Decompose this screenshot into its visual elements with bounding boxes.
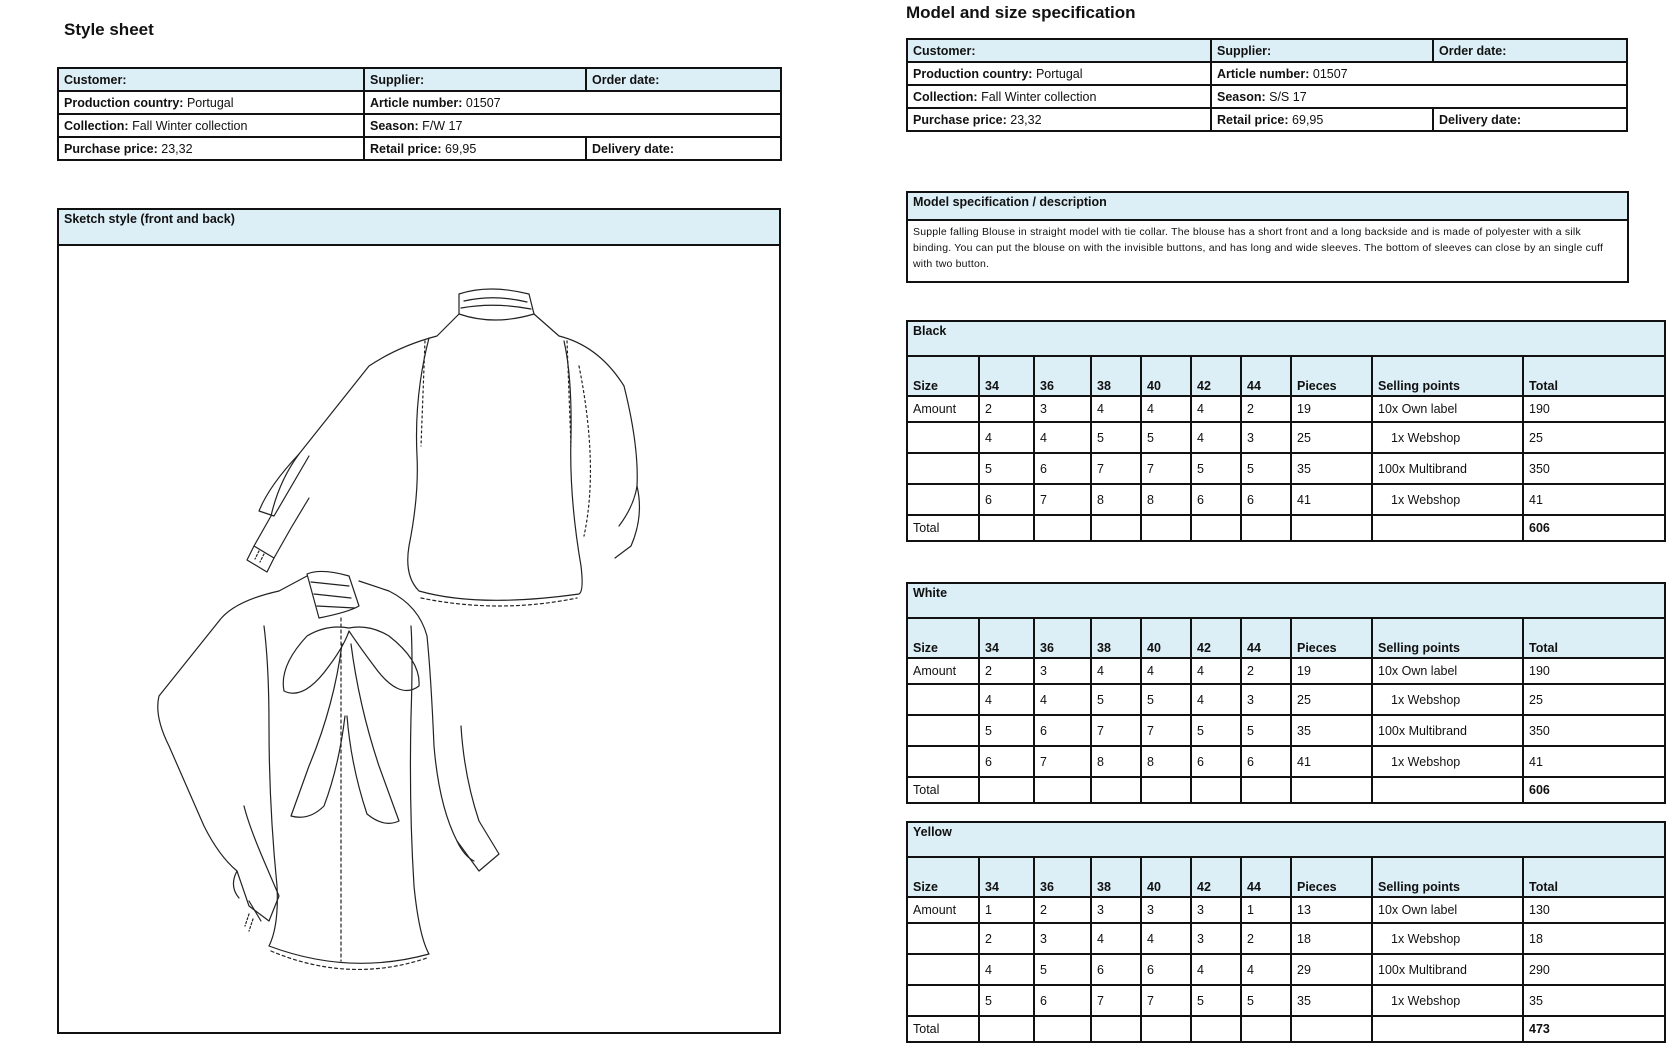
total-row bbox=[907, 777, 1665, 803]
size-value: 3 bbox=[1191, 897, 1241, 923]
pieces-value: 19 bbox=[1291, 396, 1372, 422]
size-value: 5 bbox=[1191, 985, 1241, 1016]
row-total: 41 bbox=[1523, 484, 1665, 515]
column-header: Pieces bbox=[1291, 618, 1372, 658]
empty-cell bbox=[1034, 777, 1091, 803]
row-total: 41 bbox=[1523, 746, 1665, 777]
column-header: Selling points bbox=[1372, 618, 1523, 658]
column-header: 42 bbox=[1191, 857, 1241, 897]
size-value: 5 bbox=[1241, 715, 1291, 746]
row-label bbox=[907, 684, 979, 715]
size-value: 1 bbox=[979, 897, 1034, 923]
grand-total: 473 bbox=[1523, 1016, 1665, 1042]
size-value: 8 bbox=[1141, 484, 1191, 515]
empty-cell bbox=[1241, 777, 1291, 803]
left-info-table bbox=[57, 67, 782, 161]
column-header: 36 bbox=[1034, 857, 1091, 897]
row-label: Amount bbox=[907, 396, 979, 422]
row-label: Amount bbox=[907, 897, 979, 923]
size-value: 3 bbox=[1034, 923, 1091, 954]
size-value: 8 bbox=[1141, 746, 1191, 777]
pieces-value: 25 bbox=[1291, 684, 1372, 715]
column-header: 42 bbox=[1191, 356, 1241, 396]
size-value: 8 bbox=[1091, 746, 1141, 777]
table-row bbox=[907, 658, 1665, 684]
size-value: 6 bbox=[1191, 484, 1241, 515]
size-value: 5 bbox=[1191, 715, 1241, 746]
retail-price: Retail price: 69,95 bbox=[1211, 108, 1433, 131]
column-header: Total bbox=[1523, 618, 1665, 658]
size-value: 5 bbox=[1241, 453, 1291, 484]
purchase-price: Purchase price: 23,32 bbox=[907, 108, 1211, 131]
empty-cell bbox=[1241, 515, 1291, 541]
size-value: 6 bbox=[979, 746, 1034, 777]
size-value: 3 bbox=[1141, 897, 1191, 923]
column-header: 34 bbox=[979, 857, 1034, 897]
column-header: 38 bbox=[1091, 857, 1141, 897]
size-value: 7 bbox=[1034, 484, 1091, 515]
row-total: 130 bbox=[1523, 897, 1665, 923]
size-value: 6 bbox=[979, 484, 1034, 515]
column-header: Size bbox=[907, 857, 979, 897]
size-value: 2 bbox=[1241, 923, 1291, 954]
empty-cell bbox=[1034, 515, 1091, 541]
total-row bbox=[907, 1016, 1665, 1042]
empty-cell bbox=[1034, 1016, 1091, 1042]
model-description-title: Model specification / description bbox=[908, 193, 1627, 221]
size-value: 2 bbox=[979, 396, 1034, 422]
size-value: 6 bbox=[1034, 985, 1091, 1016]
empty-cell bbox=[1091, 515, 1141, 541]
season: Season: F/W 17 bbox=[364, 114, 781, 137]
size-value: 4 bbox=[979, 422, 1034, 453]
retail-price: Retail price: 69,95 bbox=[364, 137, 586, 160]
size-value: 4 bbox=[1241, 954, 1291, 985]
supplier-label: Supplier: bbox=[364, 68, 586, 91]
size-value: 5 bbox=[979, 715, 1034, 746]
size-value: 3 bbox=[1034, 658, 1091, 684]
column-header: 34 bbox=[979, 356, 1034, 396]
grand-total: 606 bbox=[1523, 515, 1665, 541]
model-spec-title: Model and size specification bbox=[906, 3, 1136, 22]
row-total: 290 bbox=[1523, 954, 1665, 985]
pieces-value: 41 bbox=[1291, 746, 1372, 777]
size-value: 5 bbox=[979, 453, 1034, 484]
column-header: 38 bbox=[1091, 356, 1141, 396]
pieces-value: 35 bbox=[1291, 453, 1372, 484]
empty-cell bbox=[1141, 515, 1191, 541]
size-value: 4 bbox=[979, 954, 1034, 985]
row-total: 350 bbox=[1523, 453, 1665, 484]
order-date-label: Order date: bbox=[1433, 39, 1627, 62]
table-row bbox=[907, 746, 1665, 777]
column-header: Selling points bbox=[1372, 356, 1523, 396]
row-total: 18 bbox=[1523, 923, 1665, 954]
empty-cell bbox=[1241, 1016, 1291, 1042]
size-value: 5 bbox=[1091, 684, 1141, 715]
size-value: 7 bbox=[1141, 453, 1191, 484]
total-label: Total bbox=[907, 777, 979, 803]
column-header: Total bbox=[1523, 356, 1665, 396]
sketch-title: Sketch style (front and back) bbox=[59, 210, 779, 246]
size-value: 5 bbox=[1141, 684, 1191, 715]
size-value: 4 bbox=[1091, 658, 1141, 684]
row-label bbox=[907, 453, 979, 484]
size-value: 7 bbox=[1034, 746, 1091, 777]
empty-cell bbox=[1141, 777, 1191, 803]
size-table-black bbox=[906, 320, 1666, 542]
size-value: 4 bbox=[1141, 923, 1191, 954]
purchase-price: Purchase price: 23,32 bbox=[58, 137, 364, 160]
empty-cell bbox=[979, 515, 1034, 541]
size-value: 6 bbox=[1141, 954, 1191, 985]
table-row bbox=[907, 715, 1665, 746]
supplier-label: Supplier: bbox=[1211, 39, 1433, 62]
size-value: 4 bbox=[1034, 422, 1091, 453]
size-value: 2 bbox=[1241, 658, 1291, 684]
size-value: 4 bbox=[1191, 684, 1241, 715]
customer-label: Customer: bbox=[907, 39, 1211, 62]
sketch-panel bbox=[57, 208, 781, 1034]
column-header: 38 bbox=[1091, 618, 1141, 658]
pieces-value: 29 bbox=[1291, 954, 1372, 985]
model-description-panel bbox=[906, 191, 1629, 283]
size-value: 4 bbox=[1091, 396, 1141, 422]
color-name: White bbox=[907, 583, 1665, 618]
column-header: 36 bbox=[1034, 618, 1091, 658]
size-value: 6 bbox=[1034, 715, 1091, 746]
size-value: 1 bbox=[1241, 897, 1291, 923]
pieces-value: 13 bbox=[1291, 897, 1372, 923]
size-value: 5 bbox=[1191, 453, 1241, 484]
table-row bbox=[907, 954, 1665, 985]
empty-cell bbox=[1191, 1016, 1241, 1042]
size-value: 6 bbox=[1241, 746, 1291, 777]
selling-point: 1x Webshop bbox=[1372, 422, 1523, 453]
row-label bbox=[907, 484, 979, 515]
size-value: 4 bbox=[1191, 422, 1241, 453]
size-value: 6 bbox=[1241, 484, 1291, 515]
article-number: Article number: 01507 bbox=[1211, 62, 1627, 85]
column-headers bbox=[907, 618, 1665, 658]
column-header: Pieces bbox=[1291, 857, 1372, 897]
production-country: Production country: Portugal bbox=[907, 62, 1211, 85]
column-header: Total bbox=[1523, 857, 1665, 897]
order-date-label: Order date: bbox=[586, 68, 781, 91]
size-table-yellow bbox=[906, 821, 1666, 1043]
table-row bbox=[907, 923, 1665, 954]
pieces-value: 19 bbox=[1291, 658, 1372, 684]
color-name: Yellow bbox=[907, 822, 1665, 857]
column-header: Pieces bbox=[1291, 356, 1372, 396]
empty-cell bbox=[1091, 777, 1141, 803]
selling-point: 10x Own label bbox=[1372, 658, 1523, 684]
size-value: 4 bbox=[1141, 396, 1191, 422]
row-label bbox=[907, 954, 979, 985]
empty-cell bbox=[1372, 1016, 1523, 1042]
table-row bbox=[907, 396, 1665, 422]
size-value: 3 bbox=[1241, 684, 1291, 715]
size-table-white bbox=[906, 582, 1666, 804]
size-value: 8 bbox=[1091, 484, 1141, 515]
row-total: 190 bbox=[1523, 396, 1665, 422]
empty-cell bbox=[1291, 515, 1372, 541]
column-header: Size bbox=[907, 356, 979, 396]
size-value: 2 bbox=[1241, 396, 1291, 422]
row-total: 25 bbox=[1523, 422, 1665, 453]
collection: Collection: Fall Winter collection bbox=[58, 114, 364, 137]
column-header: 40 bbox=[1141, 618, 1191, 658]
selling-point: 1x Webshop bbox=[1372, 985, 1523, 1016]
size-value: 4 bbox=[1191, 396, 1241, 422]
size-value: 5 bbox=[979, 985, 1034, 1016]
size-value: 2 bbox=[979, 658, 1034, 684]
grand-total: 606 bbox=[1523, 777, 1665, 803]
row-total: 35 bbox=[1523, 985, 1665, 1016]
column-header: 44 bbox=[1241, 356, 1291, 396]
empty-cell bbox=[1191, 777, 1241, 803]
article-number: Article number: 01507 bbox=[364, 91, 781, 114]
color-name: Black bbox=[907, 321, 1665, 356]
column-header: 42 bbox=[1191, 618, 1241, 658]
size-value: 7 bbox=[1091, 985, 1141, 1016]
selling-point: 100x Multibrand bbox=[1372, 715, 1523, 746]
pieces-value: 18 bbox=[1291, 923, 1372, 954]
selling-point: 100x Multibrand bbox=[1372, 954, 1523, 985]
size-value: 4 bbox=[1191, 658, 1241, 684]
size-value: 6 bbox=[1034, 453, 1091, 484]
size-value: 5 bbox=[1141, 422, 1191, 453]
table-row bbox=[907, 422, 1665, 453]
selling-point: 1x Webshop bbox=[1372, 484, 1523, 515]
empty-cell bbox=[1372, 515, 1523, 541]
row-total: 25 bbox=[1523, 684, 1665, 715]
row-label bbox=[907, 923, 979, 954]
total-label: Total bbox=[907, 1016, 979, 1042]
row-label bbox=[907, 715, 979, 746]
size-value: 5 bbox=[1034, 954, 1091, 985]
row-label bbox=[907, 422, 979, 453]
blouse-back-view bbox=[247, 289, 639, 606]
empty-cell bbox=[1291, 1016, 1372, 1042]
row-total: 350 bbox=[1523, 715, 1665, 746]
size-value: 4 bbox=[1091, 923, 1141, 954]
pieces-value: 35 bbox=[1291, 715, 1372, 746]
table-row bbox=[907, 684, 1665, 715]
column-headers bbox=[907, 857, 1665, 897]
size-value: 7 bbox=[1091, 453, 1141, 484]
model-description-text: Supple falling Blouse in straight model with tie collar. The blouse has a short front and a long backside and is made of polyester with a silk binding. You can put the blouse on with the invisible buttons, and has long and wide sleeves. The bottom of sleeves can close by an single cuff with two button. bbox=[913, 226, 1604, 270]
selling-point: 1x Webshop bbox=[1372, 684, 1523, 715]
size-value: 5 bbox=[1241, 985, 1291, 1016]
size-value: 3 bbox=[1241, 422, 1291, 453]
season: Season: S/S 17 bbox=[1211, 85, 1627, 108]
empty-cell bbox=[1291, 777, 1372, 803]
column-header: 44 bbox=[1241, 857, 1291, 897]
production-country: Production country: Portugal bbox=[58, 91, 364, 114]
size-value: 7 bbox=[1141, 985, 1191, 1016]
size-value: 6 bbox=[1191, 746, 1241, 777]
column-header: Size bbox=[907, 618, 979, 658]
size-value: 7 bbox=[1141, 715, 1191, 746]
row-label bbox=[907, 746, 979, 777]
pieces-value: 25 bbox=[1291, 422, 1372, 453]
size-value: 3 bbox=[1191, 923, 1241, 954]
empty-cell bbox=[1141, 1016, 1191, 1042]
total-row bbox=[907, 515, 1665, 541]
selling-point: 10x Own label bbox=[1372, 897, 1523, 923]
column-header: 36 bbox=[1034, 356, 1091, 396]
table-row bbox=[907, 985, 1665, 1016]
row-total: 190 bbox=[1523, 658, 1665, 684]
selling-point: 1x Webshop bbox=[1372, 923, 1523, 954]
row-label: Amount bbox=[907, 658, 979, 684]
size-value: 4 bbox=[1034, 684, 1091, 715]
column-header: Selling points bbox=[1372, 857, 1523, 897]
size-value: 2 bbox=[979, 923, 1034, 954]
table-row bbox=[907, 897, 1665, 923]
empty-cell bbox=[1091, 1016, 1141, 1042]
collection: Collection: Fall Winter collection bbox=[907, 85, 1211, 108]
size-value: 3 bbox=[1091, 897, 1141, 923]
column-header: 40 bbox=[1141, 857, 1191, 897]
size-value: 7 bbox=[1091, 715, 1141, 746]
empty-cell bbox=[1191, 515, 1241, 541]
size-value: 4 bbox=[1191, 954, 1241, 985]
right-info-table bbox=[906, 38, 1628, 132]
size-value: 5 bbox=[1091, 422, 1141, 453]
size-value: 4 bbox=[1141, 658, 1191, 684]
size-value: 3 bbox=[1034, 396, 1091, 422]
table-row bbox=[907, 484, 1665, 515]
selling-point: 100x Multibrand bbox=[1372, 453, 1523, 484]
delivery-date-label: Delivery date: bbox=[586, 137, 781, 160]
empty-cell bbox=[979, 1016, 1034, 1042]
empty-cell bbox=[979, 777, 1034, 803]
pieces-value: 41 bbox=[1291, 484, 1372, 515]
size-value: 6 bbox=[1091, 954, 1141, 985]
pieces-value: 35 bbox=[1291, 985, 1372, 1016]
blouse-front-view bbox=[158, 571, 499, 969]
table-row bbox=[907, 453, 1665, 484]
style-sheet-title: Style sheet bbox=[64, 20, 154, 39]
blouse-sketch-drawing bbox=[59, 246, 779, 1032]
empty-cell bbox=[1372, 777, 1523, 803]
size-value: 2 bbox=[1034, 897, 1091, 923]
column-header: 40 bbox=[1141, 356, 1191, 396]
customer-label: Customer: bbox=[58, 68, 364, 91]
selling-point: 10x Own label bbox=[1372, 396, 1523, 422]
column-headers bbox=[907, 356, 1665, 396]
total-label: Total bbox=[907, 515, 979, 541]
column-header: 34 bbox=[979, 618, 1034, 658]
size-value: 4 bbox=[979, 684, 1034, 715]
selling-point: 1x Webshop bbox=[1372, 746, 1523, 777]
row-label bbox=[907, 985, 979, 1016]
column-header: 44 bbox=[1241, 618, 1291, 658]
delivery-date-label: Delivery date: bbox=[1433, 108, 1627, 131]
